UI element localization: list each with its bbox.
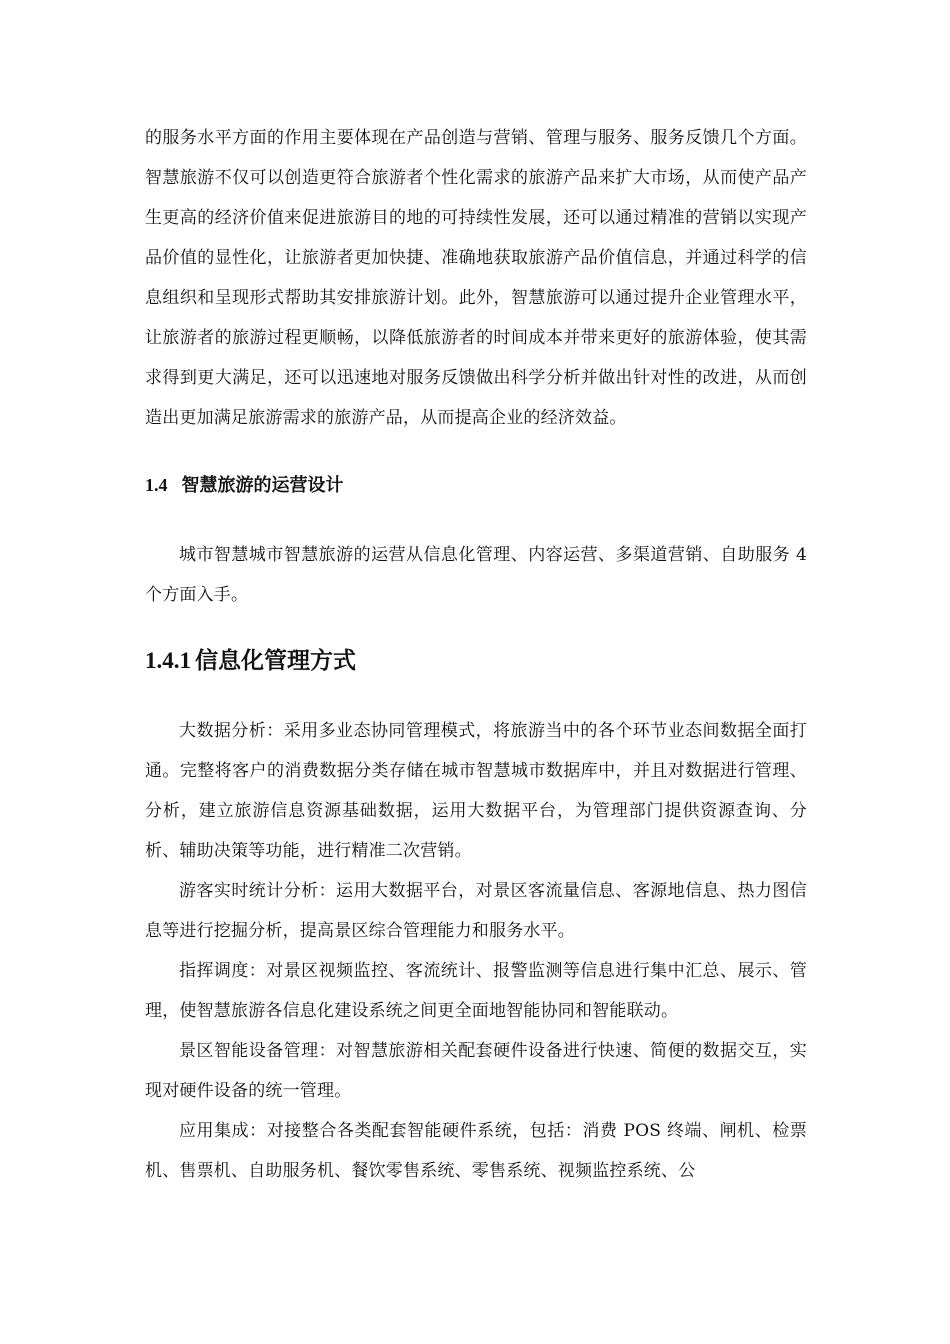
section-intro-paragraph: 城市智慧城市智慧旅游的运营从信息化管理、内容运营、多渠道营销、自助服务 4 个方面入手。 xyxy=(145,545,807,605)
subsection-number: 1.4.1 xyxy=(145,648,191,673)
subsection-heading-1-4-1 xyxy=(145,645,807,677)
body-paragraph: 的服务水平方面的作用主要体现在产品创造与营销、管理与服务、服务反馈几个方面。智慧旅游不仅可以创造更符合旅游者个性化需求的旅游产品来扩大市场，从而使产品产生更高的经济价值来促进旅游目的地的可持续性发展，还可以通过精准的营销以实现产品价值的显性化，让旅游者更加快捷、准确地获取旅游产品价值信息，并通过科学的信息组织和呈现形式帮助其安排旅游计划。此外，智慧旅游可以通过提升企业管理水平，让旅游者的旅游过程更顺畅，以降低旅游者的时间成本并带来更好的旅游体验，使其需求得到更大满足，还可以迅速地对服务反馈做出科学分析并做出针对性的改进，从而创造出更加满足旅游需求的旅游产品，从而提高企业的经济效益。 xyxy=(145,128,807,428)
paragraph-command-dispatch: 指挥调度：对景区视频监控、客流统计、报警监测等信息进行集中汇总、展示、管理，使智慧旅游各信息化建设系统之间更全面地智能协同和智能联动。 xyxy=(145,961,807,1021)
document-page xyxy=(145,118,807,1191)
section-title: 智慧旅游的运营设计 xyxy=(181,475,344,496)
subsection-title: 信息化管理方式 xyxy=(195,648,356,674)
paragraph-big-data-analysis: 大数据分析：采用多业态协同管理模式，将旅游当中的各个环节业态间数据全面打通。完整将客户的消费数据分类存储在城市智慧城市数据库中，并且对数据进行管理、分析，建立旅游信息资源基础数据，运用大数据平台，为管理部门提供资源查询、分析、辅助决策等功能，进行精准二次营销。 xyxy=(145,721,807,861)
paragraph-visitor-statistics: 游客实时统计分析：运用大数据平台，对景区客流量信息、客源地信息、热力图信息等进行挖掘分析，提高景区综合管理能力和服务水平。 xyxy=(145,881,807,941)
section-heading-1-4 xyxy=(145,472,807,499)
paragraph-device-management: 景区智能设备管理：对智慧旅游相关配套硬件设备进行快速、简便的数据交互，实现对硬件设备的统一管理。 xyxy=(145,1041,807,1101)
paragraph-application-integration: 应用集成：对接整合各类配套智能硬件系统，包括：消费 POS 终端、闸机、检票机、售票机、自助服务机、餐饮零售系统、零售系统、视频监控系统、公 xyxy=(145,1121,807,1181)
section-number: 1.4 xyxy=(145,475,168,495)
